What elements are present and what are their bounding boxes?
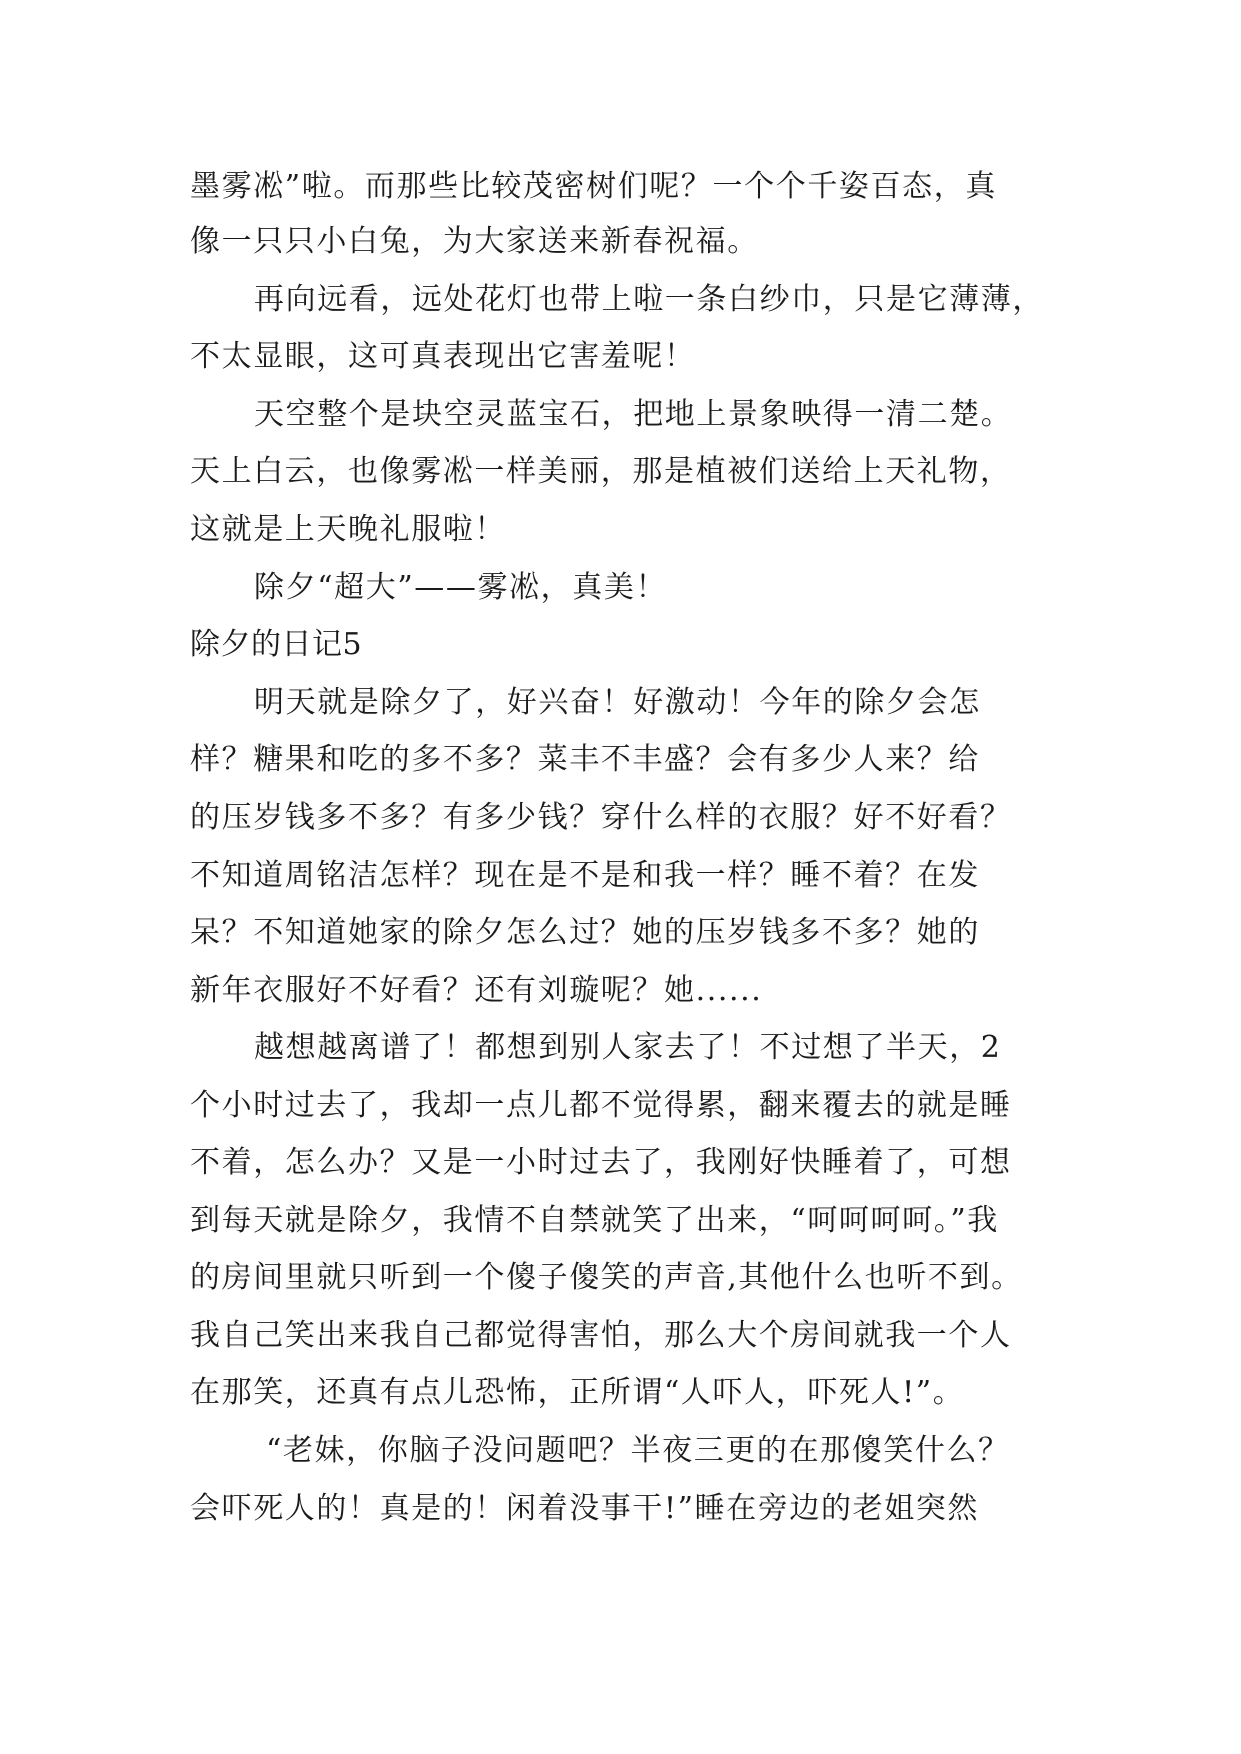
text-line: 不太显眼，这可真表现出它害羞呢！ (190, 339, 696, 374)
text-line: 在那笑，还真有点儿恐怖，正所谓“人吓人，吓死人!”。 (190, 1375, 965, 1410)
section-heading: 除夕的日记5 (190, 627, 363, 662)
text-line: 到每天就是除夕，我情不自禁就笑了出来，“呵呵呵呵。”我 (190, 1203, 999, 1238)
paragraph-start: 明天就是除夕了，好兴奋！好激动！今年的除夕会怎 (254, 685, 981, 720)
text-line: 呆？不知道她家的除夕怎么过？她的压岁钱多不多？她的 (190, 915, 980, 950)
text-line: 会吓死人的！真是的！闲着没事干!”睡在旁边的老姐突然 (190, 1491, 979, 1526)
paragraph-start: 除夕“超大”——雾凇，真美！ (254, 570, 668, 605)
text-line: 的房间里就只听到一个傻子傻笑的声音,其他什么也听不到。 (190, 1260, 1023, 1295)
text-line: 天上白云，也像雾凇一样美丽，那是植被们送给上天礼物， (190, 454, 1012, 489)
paragraph-start: 越想越离谱了！都想到别人家去了！不过想了半天，2 (254, 1030, 1002, 1065)
paragraph-start: “老妹，你脑子没问题吧？半夜三更的在那傻笑什么？ (266, 1433, 1010, 1468)
paragraph-start: 再向远看，远处花灯也带上啦一条白纱巾，只是它薄薄， (254, 282, 1044, 317)
paragraph-start: 天空整个是块空灵蓝宝石，把地上景象映得一清二楚。 (254, 397, 1013, 432)
text-line: 的压岁钱多不多？有多少钱？穿什么样的衣服？好不好看？ (190, 800, 1012, 835)
text-line: 个小时过去了，我却一点儿都不觉得累，翻来覆去的就是睡 (190, 1088, 1012, 1123)
text-line: 这就是上天晚礼服啦！ (190, 512, 506, 547)
text-line: 样？糖果和吃的多不多？菜丰不丰盛？会有多少人来？给 (190, 742, 980, 777)
text-line: 新年衣服好不好看？还有刘璇呢？她...... (190, 973, 763, 1008)
text-line: 墨雾凇”啦。而那些比较茂密树们呢？一个个千姿百态，真 (190, 169, 997, 204)
text-line: 我自己笑出来我自己都觉得害怕，那么大个房间就我一个人 (190, 1318, 1012, 1353)
text-line: 像一只只小白兔，为大家送来新春祝福。 (190, 224, 759, 259)
text-line: 不着，怎么办？又是一小时过去了，我刚好快睡着了，可想 (190, 1145, 1012, 1180)
text-line: 不知道周铭洁怎样？现在是不是和我一样？睡不着？在发 (190, 858, 980, 893)
